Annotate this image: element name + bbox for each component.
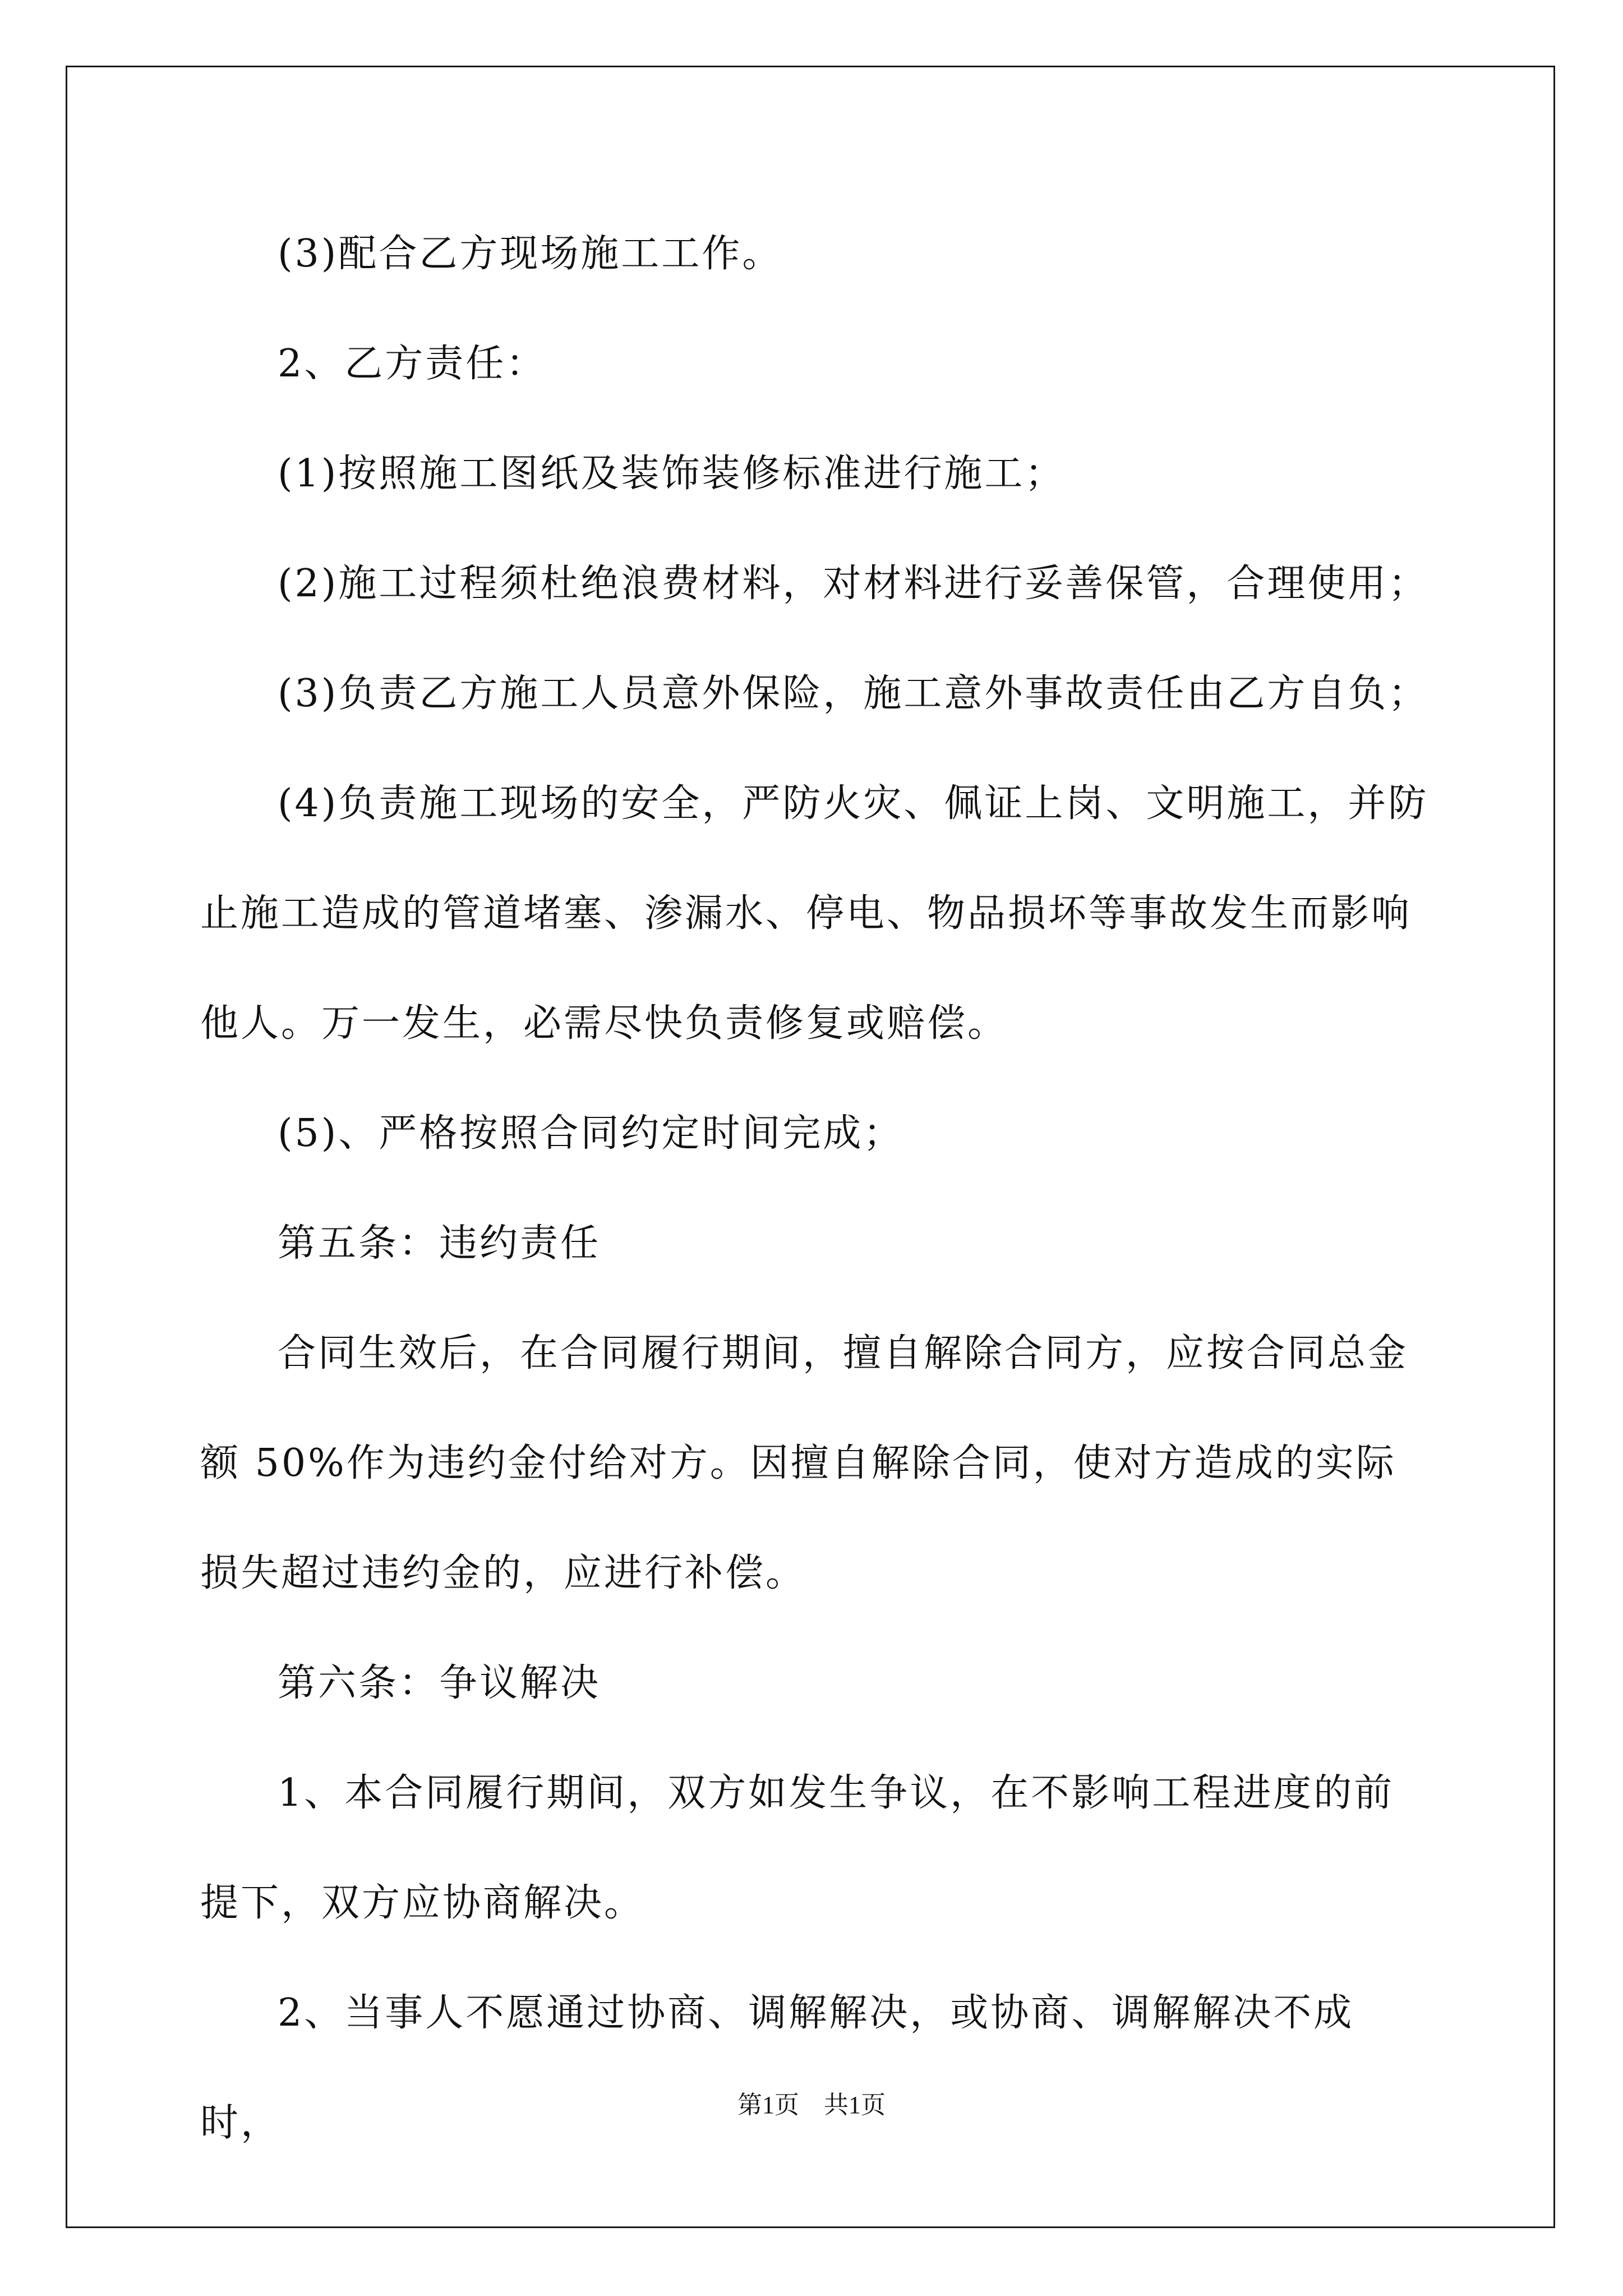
- paragraph: 1、本合同履行期间，双方如发生争议，在不影响工程进度的前提下，双方应协商解决。: [200, 1771, 1395, 1925]
- paragraph: (3)负责乙方施工人员意外保险，施工意外事故责任由乙方自负；: [278, 671, 1429, 716]
- paragraph: (1)按照施工图纸及装饰装修标准进行施工；: [278, 452, 1066, 496]
- paragraph: 合同生效后，在合同履行期间，擅自解除合同方，应按合同总金额 50%作为违约金付给对方。因擅自解除合同，使对方造成的实际损失超过违约金的，应进行补偿。: [200, 1331, 1409, 1595]
- document-body: [200, 199, 1434, 2178]
- section-heading: 第六条：争议解决: [278, 1661, 601, 1705]
- paragraph: (2)施工过程须杜绝浪费材料，对材料进行妥善保管，合理使用；: [278, 562, 1429, 606]
- section-heading: 第五条：违约责任: [278, 1221, 601, 1266]
- paragraph: 2、当事人不愿通过协商、调解解决，或协商、调解解决不成时，: [200, 1991, 1354, 2145]
- paragraph: (3)配合乙方现场施工工作。: [278, 232, 783, 276]
- page-number-footer: 第1页 共1页: [737, 2091, 886, 2119]
- paragraph: (4)负责施工现场的安全，严防火灾、佩证上岗、文明施工，并防止施工造成的管道堵塞、渗漏水、停电、物品损坏等事故发生而影响他人。万一发生，必需尽快负责修复或赔偿。: [200, 781, 1429, 1046]
- paragraph: (5)、严格按照合同约定时间完成；: [278, 1111, 904, 1156]
- paragraph: 2、乙方责任：: [278, 342, 547, 386]
